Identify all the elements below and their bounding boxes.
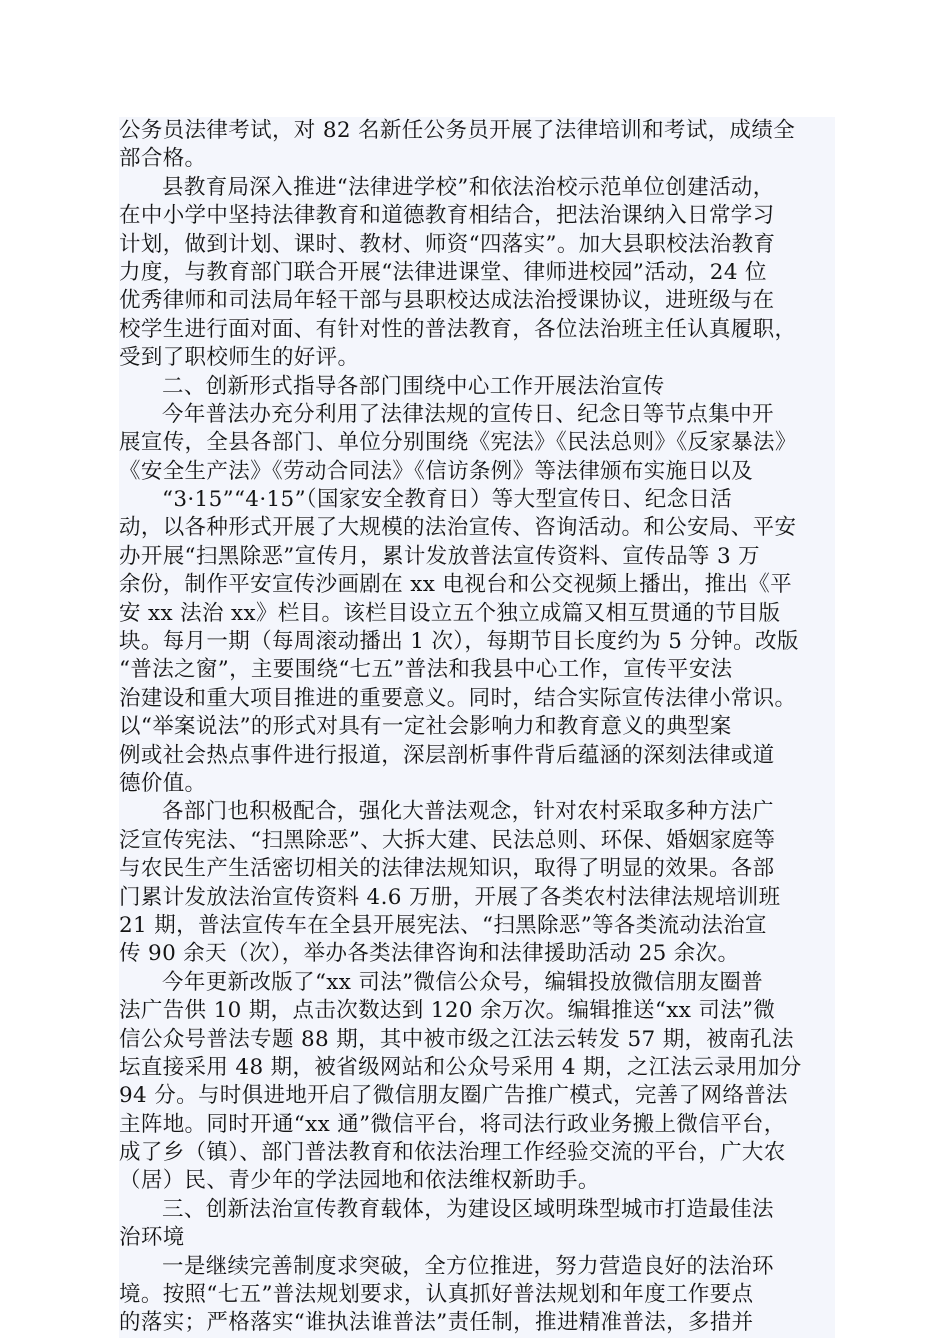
text-line: 一是继续完善制度求突破，全方位推进，努力营造良好的法治环 (119, 1253, 835, 1281)
text-line: 力度，与教育部门联合开展“法律进课堂、律师进校园”活动，24 位 (119, 259, 835, 287)
text-line: 例或社会热点事件进行报道，深层剖析事件背后蕴涵的深刻法律或道 (119, 742, 835, 770)
text-line: 94 分。与时俱进地开启了微信朋友圈广告推广模式，完善了网络普法 (119, 1082, 835, 1110)
text-line: 县教育局深入推进“法律进学校”和依法治校示范单位创建活动， (119, 174, 835, 202)
text-line: 部合格。 (119, 145, 835, 173)
text-line: 成了乡（镇）、部门普法教育和依法治理工作经验交流的平台，广大农 (119, 1139, 835, 1167)
text-line: 治建设和重大项目推进的重要意义。同时，结合实际宣传法律小常识。 (119, 685, 835, 713)
text-line: 展宣传，全县各部门、单位分别围绕《宪法》《民法总则》《反家暴法》 (119, 429, 835, 457)
text-line: 安 xx 法治 xx》栏目。该栏目设立五个独立成篇又相互贯通的节目版 (119, 600, 835, 628)
text-line: 校学生进行面对面、有针对性的普法教育，各位法治班主任认真履职， (119, 316, 835, 344)
text-line: 在中小学中坚持法律教育和道德教育相结合，把法治课纳入日常学习 (119, 202, 835, 230)
text-line: 21 期，普法宣传车在全县开展宪法、“扫黑除恶”等各类流动法治宣 (119, 912, 835, 940)
text-line: “3·15”“4·15”（国家安全教育日）等大型宣传日、纪念日活 (119, 486, 835, 514)
text-line: 境。按照“七五”普法规划要求，认真抓好普法规划和年度工作要点 (119, 1281, 835, 1309)
text-line: 各部门也积极配合，强化大普法观念，针对农村采取多种方法广 (119, 798, 835, 826)
text-line: 办开展“扫黑除恶”宣传月，累计发放普法宣传资料、宣传品等 3 万 (119, 543, 835, 571)
text-line: 计划，做到计划、课时、教材、师资“四落实”。加大县职校法治教育 (119, 231, 835, 259)
text-line: 今年普法办充分利用了法律法规的宣传日、纪念日等节点集中开 (119, 401, 835, 429)
text-line: 传 90 余天（次），举办各类法律咨询和法律援助活动 25 余次。 (119, 940, 835, 968)
text-line: 今年更新改版了“xx 司法”微信公众号，编辑投放微信朋友圈普 (119, 969, 835, 997)
section-heading-continued: 治环境 (119, 1224, 835, 1252)
text-line: 受到了职校师生的好评。 (119, 344, 835, 372)
text-line: 的落实；严格落实“谁执法谁普法”责任制，推进精准普法，多措并 (119, 1309, 835, 1337)
text-line: 信公众号普法专题 88 期，其中被市级之江法云转发 57 期，被南孔法 (119, 1026, 835, 1054)
text-line: 《安全生产法》《劳动合同法》《信访条例》等法律颁布实施日以及 (119, 458, 835, 486)
text-line: “普法之窗”，主要围绕“七五”普法和我县中心工作，宣传平安法 (119, 656, 835, 684)
text-line: 德价值。 (119, 770, 835, 798)
text-line: 坛直接采用 48 期，被省级网站和公众号采用 4 期，之江法云录用加分 (119, 1054, 835, 1082)
text-line: 以“举案说法”的形式对具有一定社会影响力和教育意义的典型案 (119, 713, 835, 741)
text-line: 主阵地。同时开通“xx 通”微信平台，将司法行政业务搬上微信平台， (119, 1111, 835, 1139)
text-line: 余份，制作平安宣传沙画剧在 xx 电视台和公交视频上播出，推出《平 (119, 571, 835, 599)
text-line: 优秀律师和司法局年轻干部与县职校达成法治授课协议，进班级与在 (119, 287, 835, 315)
section-heading: 三、创新法治宣传教育载体，为建设区域明珠型城市打造最佳法 (119, 1196, 835, 1224)
text-line: 公务员法律考试，对 82 名新任公务员开展了法律培训和考试，成绩全 (119, 117, 835, 145)
document-body (119, 117, 835, 1338)
text-line: 块。每月一期（每周滚动播出 1 次），每期节目长度约为 5 分钟。改版 (119, 628, 835, 656)
text-line: （居）民、青少年的学法园地和依法维权新助手。 (119, 1167, 835, 1195)
text-line: 动，以各种形式开展了大规模的法治宣传、咨询活动。和公安局、平安 (119, 514, 835, 542)
section-heading: 二、创新形式指导各部门围绕中心工作开展法治宣传 (119, 373, 835, 401)
text-line: 与农民生产生活密切相关的法律法规知识，取得了明显的效果。各部 (119, 855, 835, 883)
text-line: 泛宣传宪法、“扫黑除恶”、大拆大建、民法总则、环保、婚姻家庭等 (119, 827, 835, 855)
text-line: 门累计发放法治宣传资料 4.6 万册，开展了各类农村法律法规培训班 (119, 884, 835, 912)
text-line: 法广告供 10 期，点击次数达到 120 余万次。编辑推送“xx 司法”微 (119, 997, 835, 1025)
